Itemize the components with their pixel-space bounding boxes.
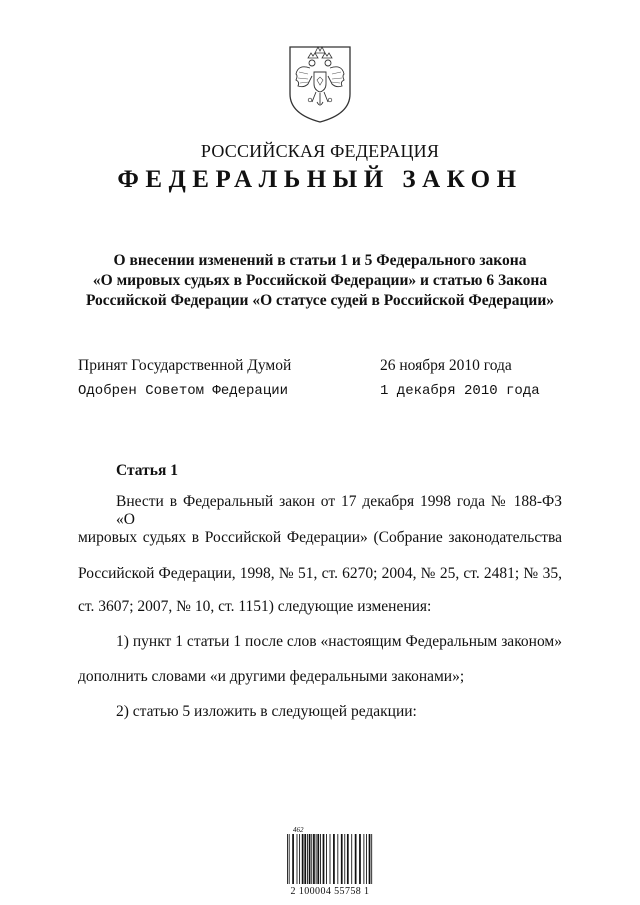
barcode-bar — [317, 834, 319, 884]
law-title-line: «О мировых судьях в Российской Федерации» и статью 6 Закона — [92, 272, 548, 289]
barcode-bar — [309, 834, 311, 884]
article-text-line: 2) статью 5 изложить в следующей редакции: — [116, 703, 417, 720]
barcode-bar — [299, 834, 300, 884]
barcode-bar — [366, 834, 367, 884]
barcode-bar — [355, 834, 357, 884]
country-name: РОССИЙСКАЯ ФЕДЕРАЦИЯ — [200, 141, 440, 161]
barcode-bar — [320, 834, 321, 884]
barcode-bar — [313, 834, 315, 884]
article-text-line: мировых судьях в Российской Федерации» (Собрание законодательства — [78, 529, 562, 546]
law-title-line: Российской Федерации «О статусе судей в Российской Федерации» — [85, 292, 555, 309]
barcode-number: 2 100004 55758 1 — [290, 886, 370, 897]
barcode-bar — [369, 834, 371, 884]
barcode-bar — [292, 834, 294, 884]
barcode-bar — [316, 834, 317, 884]
barcode-bar — [326, 834, 327, 884]
barcode-bar — [287, 834, 288, 884]
barcode-bar — [304, 834, 306, 884]
adoption-state-duma — [78, 357, 558, 375]
barcode-bar — [323, 834, 325, 884]
article-text-line: дополнить словами «и другими федеральными законами»; — [78, 668, 465, 685]
barcode-bar — [311, 834, 312, 884]
barcode-bar — [333, 834, 335, 884]
article-text-line: Внести в Федеральный закон от 17 декабря 1998 года № 188-ФЗ «О — [116, 493, 562, 528]
barcode-bar — [351, 834, 352, 884]
article-text-line: 1) пункт 1 статьи 1 после слов «настоящим Федеральным законом» — [116, 633, 562, 650]
document-type: ФЕДЕРАЛЬНЫЙ ЗАКОН — [117, 166, 523, 193]
barcode-bar — [302, 834, 304, 884]
coat-of-arms-emblem — [286, 44, 354, 124]
barcode-bar — [344, 834, 345, 884]
barcode-bar — [337, 834, 338, 884]
barcode-bar — [371, 834, 372, 884]
barcode-bar — [363, 834, 364, 884]
barcode-bar — [347, 834, 349, 884]
barcode-bars — [280, 834, 380, 886]
barcode-bar — [359, 834, 361, 884]
law-title-line: О внесении изменений в статьи 1 и 5 Федерального закона — [113, 252, 527, 269]
barcode-bar — [330, 834, 331, 884]
adoption-date: 1 декабря 2010 года — [380, 383, 540, 399]
barcode-annotation: 462 — [293, 826, 304, 834]
barcode-bar — [297, 834, 298, 884]
article-text-line: Российской Федерации, 1998, № 51, ст. 6270; 2004, № 25, ст. 2481; № 35, — [78, 565, 562, 582]
barcode-bar — [307, 834, 308, 884]
law-title — [60, 251, 580, 311]
adoption-label: Принят Государственной Думой — [78, 357, 292, 374]
article-heading: Статья 1 — [116, 462, 178, 479]
adoption-federation-council — [78, 383, 558, 399]
article-text-line: ст. 3607; 2007, № 10, ст. 1151) следующие изменения: — [78, 598, 432, 615]
adoption-date: 26 ноября 2010 года — [380, 357, 512, 374]
barcode-bar — [289, 834, 290, 884]
barcode-bar — [341, 834, 343, 884]
barcode — [280, 826, 380, 900]
adoption-label: Одобрен Советом Федерации — [78, 383, 289, 399]
